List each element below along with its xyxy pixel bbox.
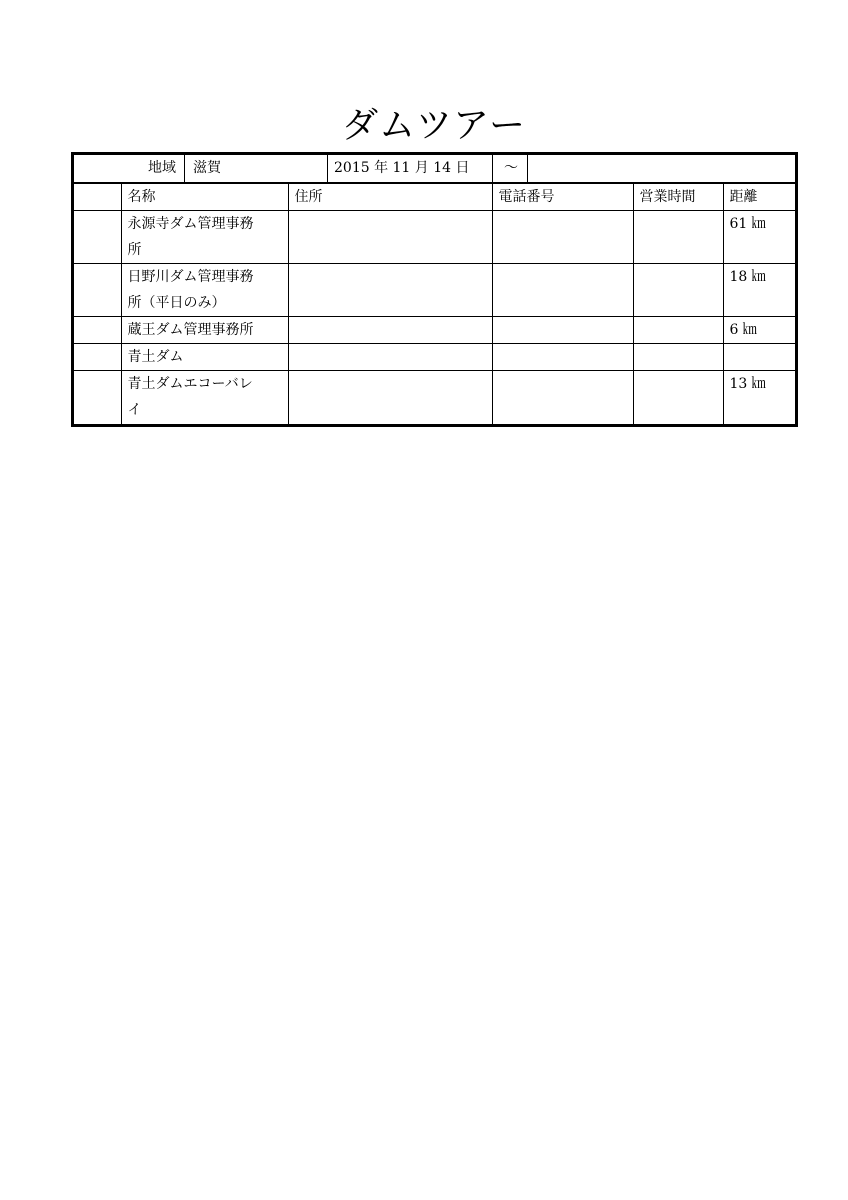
phone-cell [492,211,633,264]
distance-cell: 6 ㎞ [723,317,795,344]
name-cell: 永源寺ダム管理事務 所 [121,211,288,264]
hours-cell [633,344,723,371]
dam-tour-table [71,152,798,427]
name-header: 名称 [121,184,288,211]
address-cell [288,371,492,424]
tilde: ～ [504,160,518,176]
index-cell [74,211,121,264]
address-cell [288,264,492,317]
hours-cell [633,264,723,317]
region-value: 滋賀 [193,160,221,176]
address-cell [288,211,492,264]
dam-list [74,184,795,424]
table-row [74,344,795,371]
hours-cell [633,211,723,264]
phone-header: 電話番号 [492,184,633,211]
header-divider [327,155,328,182]
name-cell: 青土ダム [121,344,288,371]
header-divider [527,155,528,182]
address-cell [288,344,492,371]
distance-cell: 13 ㎞ [723,371,795,424]
name-cell: 蔵王ダム管理事務所 [121,317,288,344]
region-label: 地域 [148,160,176,176]
header-row [74,155,795,184]
address-header: 住所 [288,184,492,211]
hours-cell [633,371,723,424]
distance-cell [723,344,795,371]
index-header [74,184,121,211]
index-cell [74,344,121,371]
page-title: ダムツアー [342,105,526,146]
phone-cell [492,371,633,424]
distance-cell: 18 ㎞ [723,264,795,317]
index-cell [74,264,121,317]
name-cell: 青土ダムエコーバレ イ [121,371,288,424]
table-row [74,317,795,344]
column-header-row [74,184,795,211]
phone-cell [492,344,633,371]
index-cell [74,317,121,344]
hours-cell [633,317,723,344]
date-value: 2015 年 11 月 14 日 [334,160,470,176]
distance-cell: 61 ㎞ [723,211,795,264]
header-divider [492,155,493,182]
table-row [74,371,795,424]
distance-header: 距離 [723,184,795,211]
address-cell [288,317,492,344]
table-row [74,264,795,317]
hours-header: 営業時間 [633,184,723,211]
name-cell: 日野川ダム管理事務 所（平日のみ） [121,264,288,317]
header-divider [184,155,185,182]
phone-cell [492,317,633,344]
index-cell [74,371,121,424]
table-row [74,211,795,264]
phone-cell [492,264,633,317]
